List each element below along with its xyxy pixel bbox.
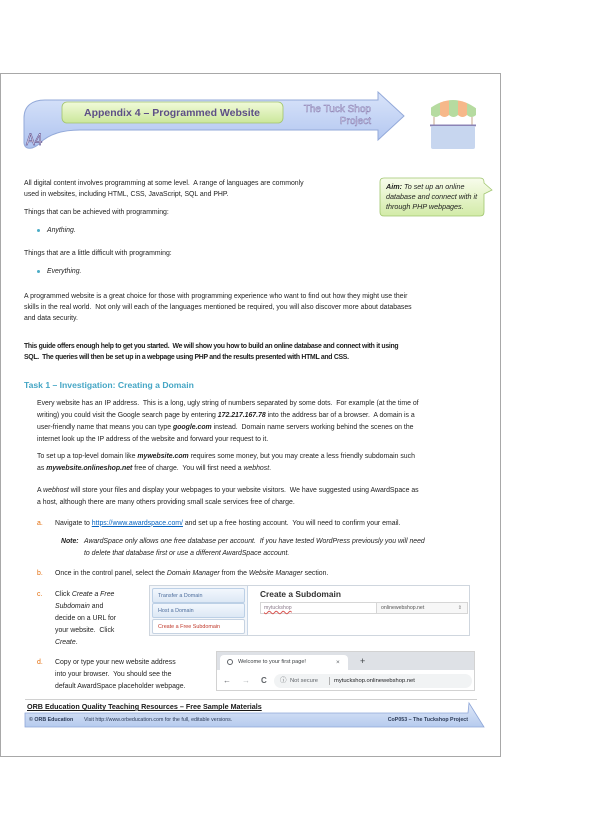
text-line [84, 536, 425, 548]
can-achieve-label [24, 207, 169, 218]
header-banner [0, 85, 500, 155]
text-run: your website. Click [55, 627, 115, 634]
text-run: Subdomain [55, 603, 90, 610]
step-letter: a. [37, 519, 43, 527]
text-run: a host, although there are many others providing small scale services free of charge. [37, 499, 295, 506]
aim-callout-text [386, 182, 477, 212]
text-run: used in websites, including HTML, CSS, JavaScript, SQL and PHP. [24, 190, 229, 198]
text-line [37, 497, 419, 509]
text-line [37, 410, 419, 422]
text-run: 172.217.167.78 [217, 411, 266, 419]
security-label: Not secure [290, 678, 319, 684]
text-run: free of charge. You will first need a [132, 465, 244, 472]
browser-tab-bar [217, 652, 474, 670]
subdomain-input-value: mytuckshop [264, 605, 292, 611]
text-run: requires some money, but you may create a less friendly subdomain such [188, 453, 415, 460]
text-run: Click [55, 591, 72, 598]
text-line [37, 422, 419, 434]
bullet-text: Anything. [47, 226, 76, 234]
guide-paragraph [24, 341, 398, 363]
text-line [55, 681, 186, 693]
aim-line: database and connect with it [386, 192, 478, 201]
page-title: Appendix 4 – Programmed Website [83, 107, 261, 119]
text-line [24, 313, 412, 324]
text-line [55, 637, 116, 649]
task-1-heading: Task 1 – Investigation: Creating a Domain [24, 380, 194, 390]
text-line [24, 207, 169, 218]
text-run: default AwardSpace placeholder webpage. [55, 683, 186, 690]
text-run: Domain Manager [166, 569, 220, 577]
note-label: Note: [61, 538, 79, 545]
market-stall-icon [430, 93, 476, 149]
text-line [84, 548, 425, 560]
subdomain-input[interactable] [260, 602, 377, 614]
step-letter: d. [37, 659, 43, 666]
intro-paragraph [24, 178, 304, 200]
text-line [37, 398, 419, 410]
url-text: mytuckshop.onlinewebshop.net [334, 678, 415, 684]
text-line [55, 589, 116, 601]
footer-course-code: CoP053 – The Tuckshop Project [387, 717, 468, 723]
text-run: mywebsite.onlineshop.net [46, 465, 133, 472]
text-run: Things that can be achieved with programming: [24, 208, 169, 216]
text-run: instead. Domain name servers working behind the scenes on the [211, 423, 414, 431]
text-line [24, 189, 304, 200]
text-line [37, 451, 415, 463]
text-line [55, 625, 116, 637]
reload-icon[interactable]: C [261, 676, 267, 685]
close-tab-icon[interactable]: × [336, 659, 340, 666]
text-line [37, 434, 419, 446]
text-run: mywebsite.com [137, 453, 189, 460]
text-run: To set up a top-level domain like [37, 453, 138, 460]
text-run: This guide offers enough help to get you started. We will show you how to build an online database and connect with it using [24, 342, 399, 350]
text-line [24, 302, 412, 313]
bullet-text: Everything. [47, 267, 82, 275]
text-run: SQL. The queries will then be set up in a webpage using PHP and the results presented with HTML and CSS. [24, 353, 349, 361]
text-run: skills in the real world. Not only will each of the languages mentioned be required, you will also discover more about databases [24, 303, 412, 311]
text-line [55, 669, 186, 681]
text-line [24, 248, 172, 259]
subdomain-panel-title: Create a Subdomain [260, 589, 341, 599]
text-line [24, 352, 398, 363]
create-subdomain-screenshot [149, 585, 470, 636]
text-run: will store your files and display your webpages to your website visitors. We have suggested using AwardSpace as [68, 487, 419, 494]
text-run: webhost [43, 487, 69, 494]
text-run: internet look up the IP address of the website and forward your request to it. [37, 435, 269, 443]
text-line [24, 291, 412, 302]
footer-title: ORB Education Quality Teaching Resources – Free Sample Materials [27, 702, 262, 711]
appendix-badge: A4 [26, 130, 43, 150]
text-run: Things that are a little difficult with programming: [24, 249, 172, 257]
bullet-dot-icon [37, 229, 40, 232]
text-run: to delete that database first or use a different AwardSpace account. [84, 550, 290, 557]
text-line [37, 463, 415, 475]
globe-icon [227, 659, 233, 665]
text-line [55, 568, 328, 579]
address-bar[interactable] [274, 674, 472, 688]
select-arrows-icon: ⇕ [457, 605, 462, 611]
text-run: All digital content involves programming at some level. A range of languages are commonly [24, 179, 304, 187]
browser-screenshot [216, 651, 475, 691]
text-line [55, 613, 116, 625]
text-run: A [37, 487, 44, 494]
text-line [24, 341, 398, 352]
text-run: into the address bar of a browser. A domain is a [265, 411, 415, 419]
note-text [84, 536, 425, 560]
text-run: Every website has an IP address. This is a long, ugly string of numbers separated by some dots. For example (at the time of [37, 399, 419, 407]
step-text [55, 568, 328, 579]
top-level-domain-paragraph [37, 451, 415, 475]
text-run: Create a Free [71, 591, 115, 598]
text-line [55, 601, 116, 613]
text-line [55, 657, 186, 669]
step-letter: c. [37, 591, 43, 598]
bullet-dot-icon [37, 270, 40, 273]
menu-item-host-domain[interactable]: Host a Domain [152, 603, 245, 618]
aim-label: Aim: [386, 182, 402, 191]
browser-toolbar [217, 670, 474, 691]
aim-line: through PHP webpages. [386, 202, 464, 211]
webhost-paragraph [37, 485, 419, 509]
aim-line: To set up an online [403, 182, 465, 191]
text-run: google.com [172, 423, 212, 431]
step-letter: b. [37, 569, 43, 577]
text-line [55, 518, 401, 529]
text-run: and set up a free hosting account. You will need to confirm your email. [182, 519, 401, 527]
programmed-website-paragraph [24, 291, 412, 324]
difficult-label [24, 248, 172, 259]
browser-tab[interactable] [220, 655, 348, 670]
menu-item-transfer-domain[interactable]: Transfer a Domain [152, 588, 245, 603]
project-name-line2: Project [339, 116, 371, 127]
step-text [55, 589, 116, 649]
text-run: . [269, 465, 272, 472]
text-run: user-friendly name that means you can type [37, 423, 173, 431]
hyperlink[interactable]: https://www.awardspace.com/ [91, 519, 183, 527]
text-run: from the [219, 569, 249, 577]
text-line [37, 485, 419, 497]
back-arrow-icon[interactable]: ← [223, 676, 231, 685]
address-divider [329, 677, 330, 685]
text-run: . [75, 639, 78, 646]
new-tab-icon[interactable]: + [360, 656, 366, 666]
text-run: and data security. [24, 314, 78, 322]
text-run: Copy or type your new website address [55, 659, 176, 666]
tab-title: Welcome to your first page! [238, 659, 306, 665]
text-run: into your browser. You should see the [55, 671, 172, 678]
text-line [24, 178, 304, 189]
domain-menu [150, 586, 248, 635]
forward-arrow-icon[interactable]: → [242, 676, 250, 685]
text-run: A programmed website is a great choice for those with programming experience who want to find out how they might use their [24, 292, 408, 300]
project-name-line1: The Tuck Shop [303, 104, 371, 115]
text-run: webhost [243, 465, 270, 472]
text-run: decide on a URL for [55, 615, 117, 622]
text-run: Once in the control panel, select the [55, 569, 167, 577]
text-run: Website Manager [248, 569, 303, 577]
text-run: as [37, 465, 47, 472]
text-run: Create [55, 639, 76, 646]
footer-visit-text: Visit http://www.orbeducation.com for the full, editable versions. [84, 717, 233, 723]
text-run: and [89, 603, 104, 610]
ip-address-paragraph [37, 398, 419, 446]
text-run: Navigate to [55, 519, 92, 527]
text-run: section. [302, 569, 329, 577]
domain-select[interactable] [377, 602, 468, 614]
step-text [55, 518, 401, 529]
info-icon[interactable]: ⓘ [280, 677, 287, 684]
step-text [55, 657, 186, 693]
menu-item-create-free-subdomain[interactable]: Create a Free Subdomain [152, 619, 245, 634]
text-run: AwardSpace only allows one free database per account. If you have tested WordPress previously you will need [84, 538, 425, 545]
domain-select-value: onlinewebshop.net [381, 605, 425, 611]
text-run: writing) you could visit the Google search page by entering [37, 411, 218, 419]
footer-copyright: © ORB Education [29, 717, 74, 723]
